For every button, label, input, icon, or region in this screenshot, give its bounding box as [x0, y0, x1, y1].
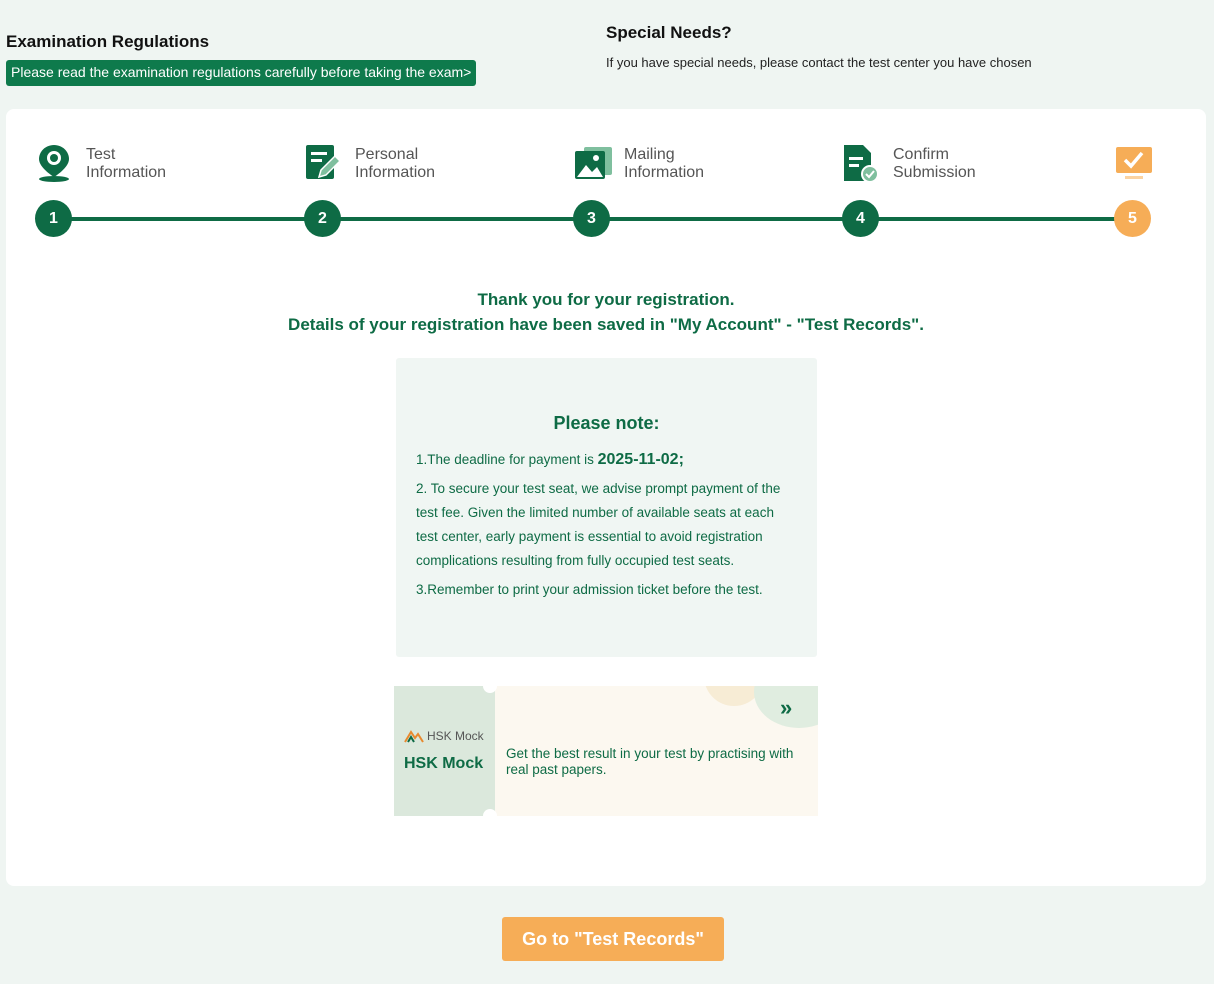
monitor-check-icon [1115, 143, 1151, 183]
ticket-notch-bottom [483, 809, 497, 816]
go-to-test-records-button[interactable]: Go to "Test Records" [502, 917, 724, 961]
regulations-link[interactable]: Please read the examination regulations carefully before taking the exam> [6, 60, 476, 86]
note-list [396, 448, 817, 602]
special-needs-text: If you have special needs, please contact the test center you have chosen [606, 55, 1032, 70]
step-number: 2 [304, 200, 341, 237]
thank-you-message [6, 287, 1206, 337]
step-number: 3 [573, 200, 610, 237]
regulations-title: Examination Regulations [6, 32, 210, 51]
special-needs-section [606, 23, 1032, 70]
thank-you-line: Thank you for your registration. [477, 290, 735, 309]
note-item-deadline: 1.The deadline for payment is 2025-11-02; [416, 451, 684, 468]
mock-title: HSK Mock [404, 755, 484, 772]
mock-left-panel [394, 686, 495, 816]
special-needs-title: Special Needs? [606, 23, 732, 42]
step-label: Mailing Information [624, 146, 705, 181]
payment-deadline: 2025-11-02; [597, 451, 684, 468]
step-label: Confirm Submission [893, 146, 976, 181]
registration-card [6, 109, 1206, 886]
step-number: 1 [35, 200, 72, 237]
please-note-box [396, 358, 817, 657]
step-number: 5 [1114, 200, 1151, 237]
saved-details-line: Details of your registration have been saved in "My Account" - "Test Records". [288, 315, 924, 334]
picture-mail-icon [574, 143, 610, 183]
document-check-icon [843, 143, 879, 183]
double-chevron-right-icon[interactable]: » [780, 695, 793, 720]
note-title: Please note: [553, 413, 660, 433]
step-label: Personal Information [355, 146, 436, 181]
step-label: Test Information [86, 146, 167, 181]
mountain-logo-icon [404, 729, 424, 743]
edit-document-icon [305, 143, 341, 183]
location-pin-icon [36, 143, 72, 183]
hsk-mock-logo: HSK Mock [404, 729, 484, 743]
exam-regulations-section [6, 32, 476, 86]
note-item-ticket: 3.Remember to print your admission ticket before the test. [416, 582, 763, 597]
hsk-mock-banner[interactable] [394, 686, 818, 816]
progress-steps [6, 109, 1206, 249]
note-item-payment: 2. To secure your test seat, we advise prompt payment of the test fee. Given the limited number of available seats at each test center, early payment is essential to avoid registration complications resulting from fully occupied test seats. [416, 481, 781, 568]
mock-description: Get the best result in your test by practising with real past papers. [506, 746, 794, 777]
step-number: 4 [842, 200, 879, 237]
